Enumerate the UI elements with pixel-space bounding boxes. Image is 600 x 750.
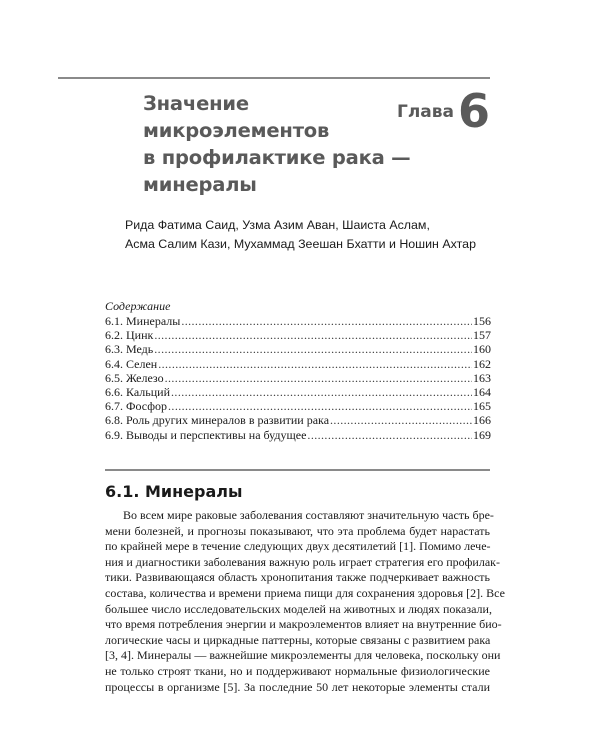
authors-line: Асма Салим Кази, Мухаммад Зеешан Бхатти и Ношин Ахтар <box>125 237 476 251</box>
body-line: состава, количества и времени приема пищи для сохранения здоровья [2]. Все <box>105 585 505 600</box>
toc-entry-page: 166 <box>473 413 491 428</box>
body-line: тики. Развивающаяся область хронопитания также подчеркивает важность <box>105 570 490 585</box>
toc-entry[interactable] <box>105 342 491 356</box>
chapter-title-line: минералы <box>143 173 257 196</box>
body-line: Во всем мире раковые заболевания составляют значительную часть бре- <box>123 508 494 522</box>
toc-entry-page: 160 <box>473 342 491 357</box>
chapter-title <box>143 90 413 198</box>
toc-entry[interactable] <box>105 413 491 427</box>
top-rule <box>58 77 490 79</box>
toc-entry-page: 165 <box>473 399 491 414</box>
toc-heading: Содержание <box>105 299 171 313</box>
section-title: 6.1. Минералы <box>105 482 243 501</box>
toc-entry-page: 157 <box>473 328 491 343</box>
toc-entry-page: 162 <box>473 356 491 371</box>
body-line: [3, 4]. Минералы — важнейшие микроэлементы для человека, поскольку они <box>105 648 501 663</box>
toc-entry-label: 6.3. Медь <box>105 342 154 357</box>
chapter-title-line: Значение <box>143 92 249 115</box>
toc-leader <box>154 328 472 342</box>
toc-entry[interactable] <box>105 371 491 385</box>
body-line: не только строят ткани, но и поддерживают нормальные физиологические <box>105 663 490 678</box>
toc-entry[interactable] <box>105 357 491 371</box>
authors <box>125 216 495 254</box>
toc-leader <box>307 428 472 442</box>
authors-line: Рида Фатима Саид, Узма Азим Аван, Шаиста Аслам, <box>125 218 430 232</box>
toc-leader <box>154 342 472 356</box>
toc-entry[interactable] <box>105 399 491 413</box>
toc-entry-label: 6.8. Роль других минералов в развитии рака <box>105 413 330 428</box>
toc-leader <box>330 413 472 427</box>
toc-leader <box>165 371 472 385</box>
section-rule <box>105 469 490 471</box>
chapter-label-word: Глава <box>396 102 454 122</box>
toc-entry-label: 6.7. Фосфор <box>105 399 168 414</box>
chapter-label <box>396 84 490 138</box>
toc-entry[interactable] <box>105 328 491 342</box>
chapter-title-line: в профилактике рака — <box>143 146 411 169</box>
toc-entry[interactable] <box>105 385 491 399</box>
toc-entry[interactable] <box>105 428 491 442</box>
toc-entry-page: 169 <box>473 427 491 442</box>
chapter-number: 6 <box>457 84 490 138</box>
chapter-title-line: микроэлементов <box>143 119 330 142</box>
body-line: мени болезней, и прогнозы показывают, что эта проблема будет нарастать <box>105 523 490 538</box>
toc-entry-page: 164 <box>473 384 491 399</box>
toc-entry-label: 6.1. Минералы <box>105 314 181 328</box>
body-text <box>105 508 505 695</box>
table-of-contents <box>105 299 491 442</box>
toc-entry-label: 6.2. Цинк <box>105 328 154 343</box>
toc-entry-label: 6.9. Выводы и перспективы на будущее <box>105 427 307 442</box>
body-line: что время потребления энергии и макроэлементов влияет на внутренние био- <box>105 617 502 632</box>
toc-entry-label: 6.5. Железо <box>105 370 164 385</box>
toc-entry-label: 6.6. Кальций <box>105 384 171 399</box>
body-line: большее число исследовательских моделей на животных и людях показали, <box>105 601 492 616</box>
body-line: процессы в организме [5]. За последние 50 лет некоторые элементы стали <box>105 679 490 694</box>
toc-entry-page: 156 <box>473 314 491 328</box>
toc-leader <box>168 399 472 413</box>
body-line: логические часы и циркадные паттерны, которые связаны с развитием рака <box>105 632 491 647</box>
toc-leader <box>171 385 472 399</box>
toc-entry-label: 6.4. Селен <box>105 356 158 371</box>
toc-leader <box>158 357 472 371</box>
toc-entry[interactable] <box>105 314 491 328</box>
body-line: ния и диагностики заболевания важную роль играет стратегия его профилак- <box>105 554 500 569</box>
toc-leader <box>181 314 472 328</box>
toc-entry-page: 163 <box>473 370 491 385</box>
body-line: по крайней мере в течение следующих двух десятилетий [1]. Помимо лече- <box>105 539 491 554</box>
